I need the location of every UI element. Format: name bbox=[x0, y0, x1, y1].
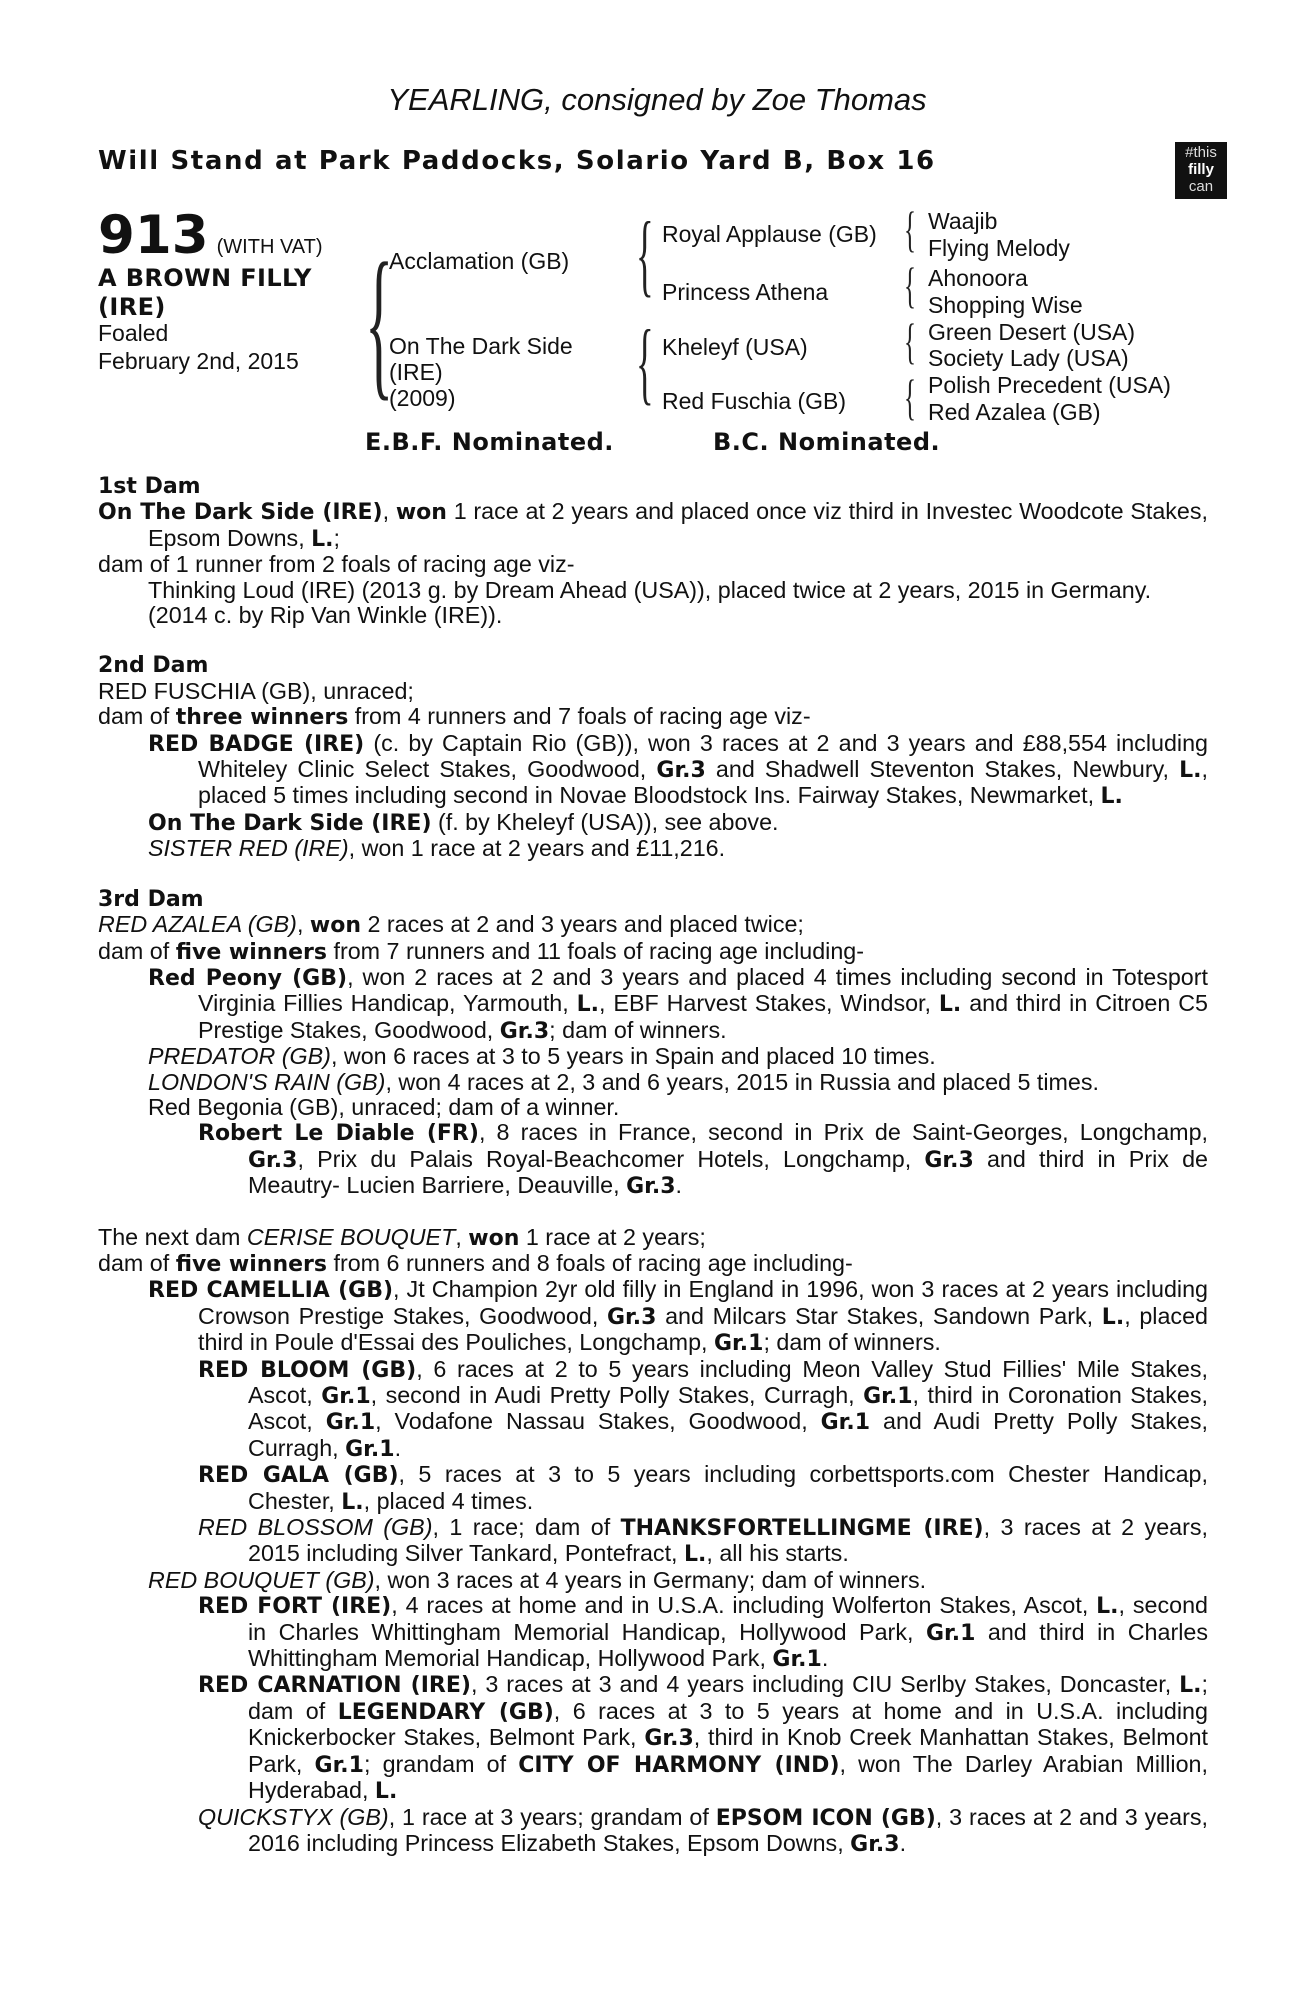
grade: L. bbox=[311, 526, 334, 552]
text-run: and Shadwell Steventon Stakes, Newbury, bbox=[705, 756, 1180, 783]
grade: L. bbox=[1096, 1594, 1119, 1620]
horse-name: RED AZALEA (GB) bbox=[98, 911, 297, 938]
produce-entry: Thinking Loud (IRE) (2013 g. by Dream Ahead (USA)), placed twice at 2 years, 2015 in Germany. bbox=[148, 576, 1152, 603]
grade: L. bbox=[1101, 1304, 1125, 1330]
text-run: The next dam bbox=[98, 1223, 247, 1250]
consignment-line: YEARLING, consigned by Zoe Thomas bbox=[387, 82, 927, 117]
text-run: , 3 races at 2 and 3 years, 2016 including Princess Elizabeth Stakes, Epsom Downs, bbox=[248, 1803, 1209, 1856]
sire-name: Acclamation (GB) bbox=[389, 248, 570, 274]
grade: Gr.1 bbox=[314, 1752, 364, 1778]
dam-dam-sire: Polish Precedent (USA) bbox=[928, 372, 1171, 398]
horse-name: RED GALA (GB) bbox=[198, 1463, 399, 1489]
foaled-date bbox=[98, 319, 299, 375]
text-run: . bbox=[394, 1434, 402, 1461]
ebf-nominated: E.B.F. Nominated. bbox=[365, 428, 614, 456]
grade: L. bbox=[1100, 784, 1123, 810]
grade: L. bbox=[374, 1779, 398, 1805]
text-run: , 3 races at 3 and 4 years including CIU Serlby Stakes, Doncaster, bbox=[470, 1671, 1180, 1698]
text-run: (c. by Captain Rio (GB)), won 3 races at 2 and 3 years and £88,554 including Whiteley Clinic Select Stakes, Goodwood, bbox=[198, 729, 1208, 783]
horse-name: PREDATOR (GB) bbox=[148, 1043, 331, 1070]
text-run: and Audi Pretty Polly Stakes, Curragh, bbox=[248, 1408, 1208, 1461]
dam-sire: Kheleyf (USA) bbox=[662, 334, 808, 360]
text-run: ; dam of bbox=[248, 1671, 1208, 1724]
produce-summary bbox=[98, 939, 1208, 965]
winners-count: five winners bbox=[175, 1251, 327, 1277]
winners-count: three winners bbox=[175, 705, 349, 731]
horse-name: EPSOM ICON (GB) bbox=[715, 1805, 936, 1831]
produce-entry bbox=[98, 810, 1208, 836]
produce-entry: (2014 c. by Rip Van Winkle (IRE)). bbox=[148, 602, 503, 629]
produce-entry bbox=[98, 1044, 1208, 1069]
text-run: and third in Citroen C5 Prestige Stakes, Goodwood, bbox=[198, 990, 1208, 1043]
badge-line: can bbox=[1188, 178, 1214, 195]
horse-name: On The Dark Side (IRE) bbox=[98, 500, 383, 526]
produce-record bbox=[98, 474, 1208, 1857]
brace-icon: { bbox=[904, 257, 916, 313]
grade: Gr.3 bbox=[248, 1147, 298, 1173]
text-run: 1 race at 2 years and placed once viz third in Investec Woodcote Stakes, Epsom Downs, bbox=[148, 498, 1209, 551]
dam-sire-sire: Green Desert (USA) bbox=[928, 319, 1136, 345]
lot-description bbox=[98, 264, 338, 322]
brace-icon: { bbox=[365, 229, 394, 415]
bc-nominated: B.C. Nominated. bbox=[713, 428, 941, 456]
lot-number: 913 bbox=[98, 205, 209, 266]
text-run: , won 3 races at 4 years in Germany; dam of winners. bbox=[374, 1566, 927, 1593]
horse-name: RED CAMELLIA (GB) bbox=[148, 1278, 394, 1304]
text-run: , third in Coronation Stakes, Ascot, bbox=[248, 1382, 1208, 1435]
grade: Gr.1 bbox=[820, 1410, 871, 1436]
grade: Gr.1 bbox=[925, 1620, 976, 1646]
dam-record: RED FUSCHIA (GB), unraced; bbox=[98, 677, 414, 704]
foaled-value: February 2nd, 2015 bbox=[98, 348, 299, 374]
brace-icon: { bbox=[904, 201, 916, 257]
produce-entry bbox=[98, 1070, 1208, 1095]
text-run: ; dam of winners. bbox=[549, 1016, 727, 1043]
sire-dam: Princess Athena bbox=[662, 279, 829, 305]
dam-line: (IRE) bbox=[389, 359, 443, 385]
produce-entry bbox=[98, 1357, 1208, 1463]
grade: Gr.3 bbox=[644, 1726, 694, 1752]
produce-entry bbox=[98, 1515, 1208, 1568]
horse-name: Robert Le Diable (FR) bbox=[198, 1121, 479, 1147]
grade: Gr.3 bbox=[606, 1304, 657, 1330]
grade: L. bbox=[1179, 758, 1202, 784]
produce-entry bbox=[98, 965, 1208, 1044]
produce-entry: Red Begonia (GB), unraced; dam of a winner. bbox=[148, 1093, 620, 1120]
third-dam-section bbox=[98, 887, 1208, 1200]
grade: Gr.3 bbox=[924, 1147, 974, 1173]
grade: L. bbox=[341, 1489, 364, 1515]
text-run: , second in Audi Pretty Polly Stakes, Curragh, bbox=[370, 1382, 864, 1408]
text-run: , bbox=[296, 911, 310, 938]
text-run: , 4 races at home and in U.S.A. including Wolferton Stakes, Ascot, bbox=[391, 1592, 1097, 1619]
text-run: and third in Charles Whittingham Memorial Handicap, Hollywood Park, bbox=[248, 1618, 1208, 1672]
text-run: dam of bbox=[98, 937, 176, 964]
grade: L. bbox=[938, 992, 962, 1018]
text-run: ; bbox=[333, 524, 341, 551]
produce-entry bbox=[98, 1120, 1208, 1199]
text-run: and Milcars Star Stakes, Sandown Park, bbox=[656, 1302, 1102, 1329]
horse-name: QUICKSTYX (GB) bbox=[198, 1803, 389, 1830]
grade: Gr.1 bbox=[321, 1384, 371, 1409]
dam-name bbox=[389, 333, 573, 411]
grade: Gr.1 bbox=[714, 1331, 764, 1357]
this-filly-can-badge bbox=[1175, 142, 1227, 199]
second-dam-section bbox=[98, 653, 1208, 861]
section-heading: 3rd Dam bbox=[98, 886, 204, 912]
horse-name: Red Peony (GB) bbox=[148, 965, 348, 991]
horse-name: LEGENDARY (GB) bbox=[337, 1699, 554, 1725]
horse-name: RED FORT (IRE) bbox=[198, 1594, 392, 1620]
text-run: , 6 races at 2 to 5 years including Meon Valley Stud Fillies' Mile Stakes, Ascot, bbox=[248, 1355, 1208, 1408]
text-run: , won 2 races at 2 and 3 years and placed 4 times including second in Totesport Virginia Fillies Handicap, Yarmouth, bbox=[198, 963, 1208, 1017]
text-run: , placed 4 times. bbox=[363, 1487, 534, 1514]
horse-name: RED BOUQUET (GB) bbox=[148, 1566, 375, 1593]
dam-dam-dam: Red Azalea (GB) bbox=[928, 399, 1101, 425]
text-run: , placed 5 times including second in Novae Bloodstock Ins. Fairway Stakes, Newmarket, bbox=[198, 756, 1208, 809]
horse-name: RED BLOOM (GB) bbox=[198, 1357, 417, 1383]
horse-name: SISTER RED (IRE) bbox=[148, 835, 349, 862]
won-text: won bbox=[395, 500, 447, 526]
horse-name: RED BLOSSOM (GB) bbox=[198, 1514, 433, 1541]
text-run: , third in Knob Creek Manhattan Stakes, Belmont Park, bbox=[248, 1724, 1209, 1777]
text-run: 2 races at 2 and 3 years and placed twice; bbox=[361, 911, 804, 938]
horse-name: CERISE BOUQUET bbox=[246, 1223, 456, 1250]
foaled-label: Foaled bbox=[98, 320, 169, 346]
text-run: , bbox=[455, 1223, 469, 1250]
vat-note: (WITH VAT) bbox=[216, 236, 323, 258]
stand-location: Will Stand at Park Paddocks, Solario Yard B, Box 16 bbox=[98, 146, 936, 176]
produce-entry bbox=[98, 1462, 1208, 1515]
text-run: , 8 races in France, second in Prix de Saint-Georges, Longchamp, bbox=[478, 1119, 1208, 1146]
produce-entry bbox=[98, 1593, 1208, 1672]
grade: L. bbox=[576, 992, 600, 1018]
section-heading: 1st Dam bbox=[98, 474, 201, 499]
text-run: , bbox=[382, 498, 396, 525]
dam-record bbox=[98, 1225, 1208, 1251]
dam-line: (2009) bbox=[389, 385, 456, 411]
brace-icon: { bbox=[904, 313, 916, 369]
produce-summary bbox=[98, 1251, 1208, 1277]
dam-dam: Red Fuschia (GB) bbox=[662, 388, 847, 414]
dam-record bbox=[98, 499, 1208, 552]
grade: Gr.3 bbox=[499, 1018, 550, 1044]
text-run: , won 4 races at 2, 3 and 6 years, 2015 in Russia and placed 5 times. bbox=[385, 1068, 1100, 1095]
horse-name: On The Dark Side (IRE) bbox=[148, 810, 432, 836]
grade: L. bbox=[684, 1542, 707, 1568]
text-run: , won The Darley Arabian Million, Hyderabad, bbox=[248, 1750, 1208, 1804]
text-run: from 7 runners and 11 foals of racing age including- bbox=[327, 937, 864, 964]
produce-summary: dam of 1 runner from 2 foals of racing age viz- bbox=[98, 551, 575, 578]
text-run: . bbox=[675, 1172, 683, 1199]
horse-name: RED BADGE (IRE) bbox=[148, 731, 365, 757]
dam-line: On The Dark Side bbox=[389, 333, 573, 359]
sire-dam-dam: Shopping Wise bbox=[928, 292, 1083, 318]
produce-entry bbox=[98, 836, 1208, 861]
text-run: dam of bbox=[98, 1249, 176, 1276]
won-text: won bbox=[468, 1225, 520, 1251]
brace-icon: { bbox=[904, 369, 916, 425]
lot-desc-line: A BROWN FILLY bbox=[98, 264, 312, 292]
horse-name: CITY OF HARMONY (IND) bbox=[518, 1752, 840, 1778]
grade: Gr.1 bbox=[325, 1410, 376, 1436]
horse-name: THANKSFORTELLINGME (IRE) bbox=[620, 1516, 984, 1542]
text-run: 1 race at 2 years; bbox=[519, 1223, 706, 1250]
text-run: , 5 races at 3 to 5 years including corbettsports.com Chester Handicap, Chester, bbox=[248, 1461, 1208, 1514]
text-run: from 6 runners and 8 foals of racing age including- bbox=[327, 1249, 853, 1276]
sire-dam-sire: Ahonoora bbox=[928, 265, 1028, 291]
lot-desc-line: (IRE) bbox=[98, 293, 166, 321]
text-run: , placed third in Poule d'Essai des Pouliches, Longchamp, bbox=[198, 1302, 1208, 1356]
text-run: , won 6 races at 3 to 5 years in Spain and placed 10 times. bbox=[330, 1043, 936, 1070]
won-text: won bbox=[309, 913, 361, 939]
grade: Gr.3 bbox=[850, 1831, 900, 1857]
grade: Gr.1 bbox=[345, 1436, 395, 1462]
grade: Gr.3 bbox=[656, 758, 706, 784]
text-run: , second in Charles Whittingham Memorial Handicap, Hollywood Park, bbox=[248, 1592, 1208, 1645]
text-run: , Jt Champion 2yr old filly in England in 1996, won 3 races at 2 years including Crowson Prestige Stakes, Goodwood, bbox=[198, 1276, 1208, 1329]
text-run: . bbox=[821, 1645, 829, 1672]
text-run: and third in Prix de Meautry- Lucien Barriere, Deauville, bbox=[248, 1145, 1208, 1199]
grade: L. bbox=[1179, 1673, 1202, 1699]
text-run: , EBF Harvest Stakes, Windsor, bbox=[599, 990, 939, 1017]
lot-number-block bbox=[98, 205, 323, 266]
badge-line: #this bbox=[1185, 144, 1217, 161]
grade: Gr.3 bbox=[626, 1174, 676, 1200]
produce-entry bbox=[98, 1568, 1208, 1593]
produce-entry bbox=[98, 1277, 1208, 1356]
text-run: dam of bbox=[98, 703, 176, 730]
produce-entry bbox=[98, 1805, 1208, 1858]
produce-entry bbox=[98, 1672, 1208, 1804]
sire-sire-dam: Flying Melody bbox=[928, 235, 1070, 261]
text-run: , 6 races at 3 to 5 years at home and in U.S.A. including Knickerbocker Stakes, Belmont Park, bbox=[248, 1697, 1208, 1751]
horse-name: RED CARNATION (IRE) bbox=[198, 1673, 471, 1699]
brace-icon: { bbox=[636, 203, 654, 305]
section-heading: 2nd Dam bbox=[98, 653, 209, 679]
text-run: from 4 runners and 7 foals of racing age viz- bbox=[348, 703, 811, 730]
produce-entry bbox=[98, 731, 1208, 810]
sire-sire: Royal Applause (GB) bbox=[662, 221, 877, 247]
dam-sire-dam: Society Lady (USA) bbox=[928, 345, 1129, 371]
text-run: , all his starts. bbox=[706, 1540, 849, 1567]
winners-count: five winners bbox=[175, 939, 327, 965]
text-run: (f. by Kheleyf (USA)), see above. bbox=[431, 808, 779, 835]
text-run: , Vodafone Nassau Stakes, Goodwood, bbox=[375, 1408, 821, 1435]
text-run: , won 1 race at 2 years and £11,216. bbox=[348, 835, 726, 862]
sire-sire-sire: Waajib bbox=[928, 208, 998, 234]
text-run: , Prix du Palais Royal-Beachcomer Hotels, Longchamp, bbox=[297, 1145, 925, 1172]
grade: Gr.1 bbox=[863, 1384, 913, 1409]
dam-record bbox=[98, 912, 1208, 938]
text-run: , 3 races at 2 years, 2015 including Silver Tankard, Pontefract, bbox=[248, 1514, 1208, 1567]
text-run: ; grandam of bbox=[363, 1750, 519, 1777]
next-dam-section bbox=[98, 1225, 1208, 1858]
grade: Gr.1 bbox=[772, 1647, 822, 1673]
text-run: , 1 race at 3 years; grandam of bbox=[388, 1803, 716, 1830]
text-run: . bbox=[899, 1829, 907, 1856]
horse-name: LONDON'S RAIN (GB) bbox=[148, 1068, 386, 1095]
first-dam-section bbox=[98, 474, 1208, 628]
text-run: ; dam of winners. bbox=[763, 1329, 941, 1356]
badge-line: filly bbox=[1188, 161, 1214, 178]
brace-icon: { bbox=[636, 311, 654, 413]
text-run: , 1 race; dam of bbox=[432, 1514, 621, 1541]
produce-summary bbox=[98, 704, 1208, 730]
